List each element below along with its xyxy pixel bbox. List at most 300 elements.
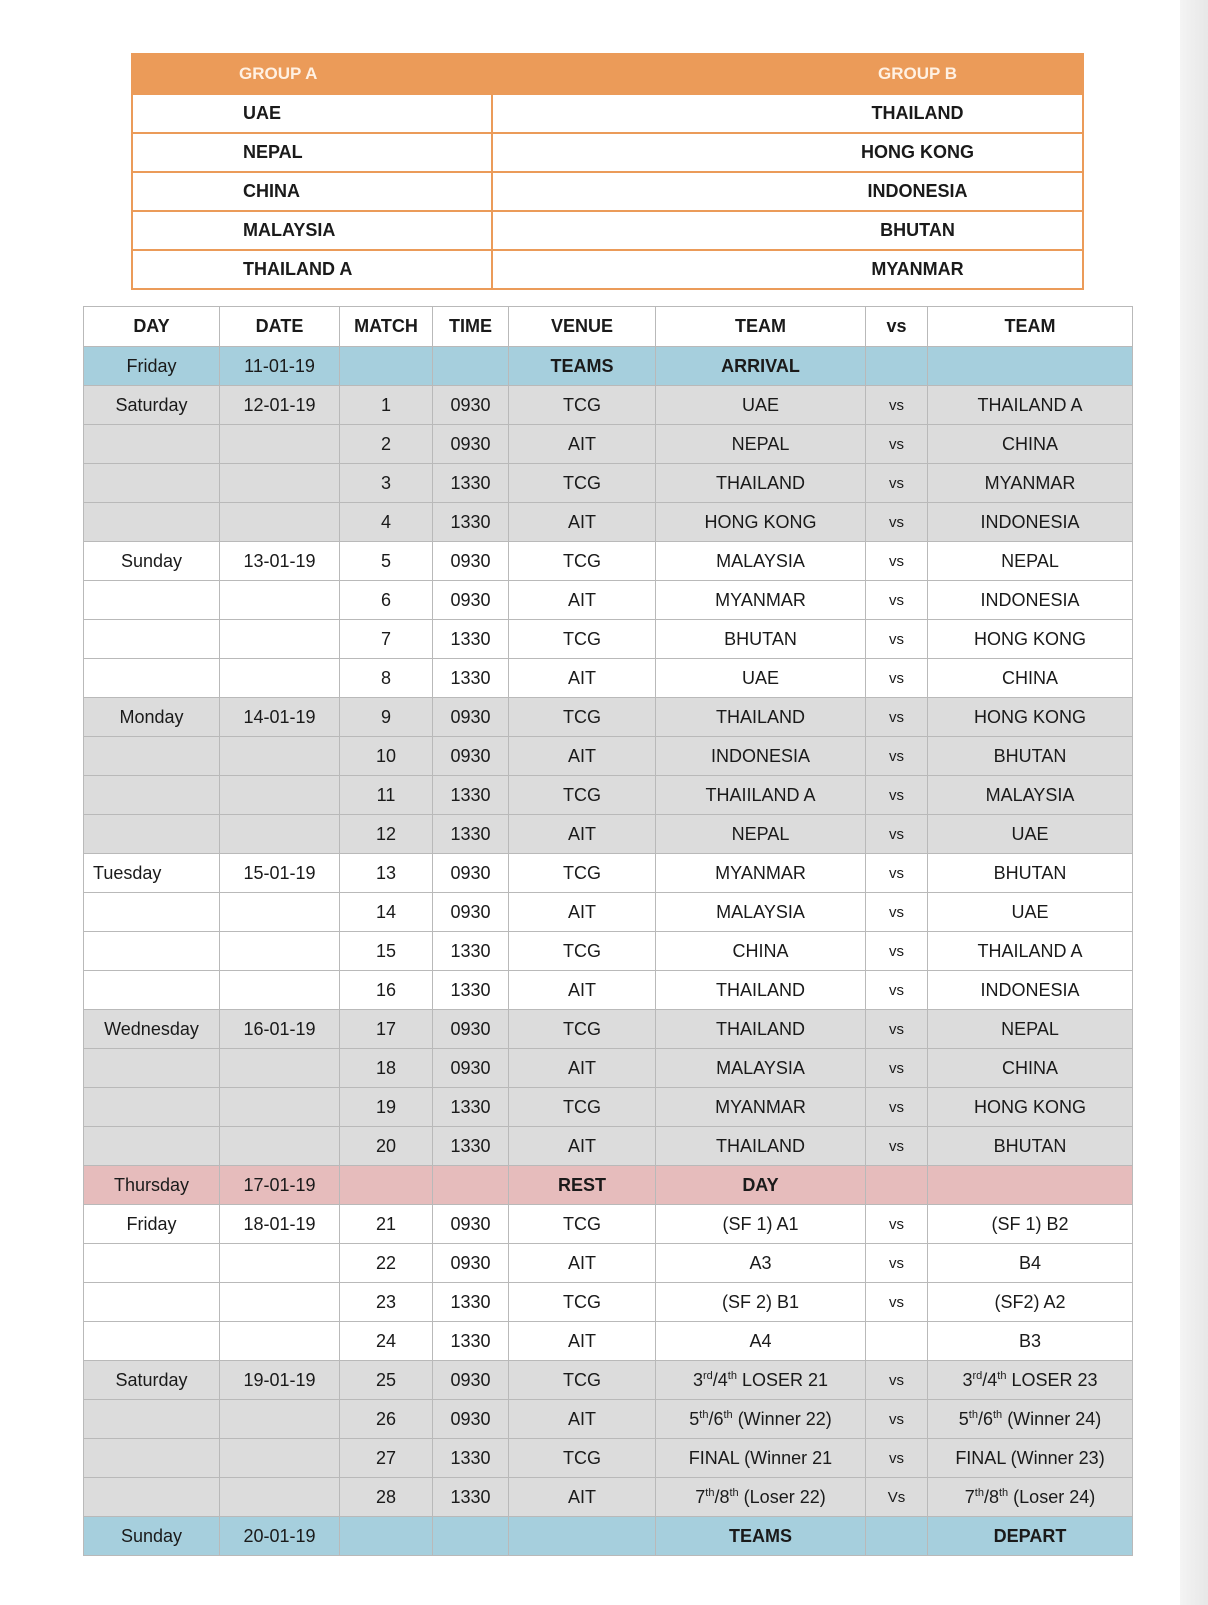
day-cell — [84, 1478, 220, 1517]
team-2-cell: HONG KONG — [928, 1088, 1133, 1127]
date-cell — [220, 1049, 340, 1088]
date-cell — [220, 503, 340, 542]
team-2-cell: INDONESIA — [928, 581, 1133, 620]
vs-cell: vs — [866, 1088, 928, 1127]
match-number: 5 — [340, 542, 433, 581]
match-number: 27 — [340, 1439, 433, 1478]
vs-cell: vs — [866, 815, 928, 854]
match-number: 19 — [340, 1088, 433, 1127]
schedule-row — [84, 1244, 1133, 1283]
match-number: 14 — [340, 893, 433, 932]
match-number: 2 — [340, 425, 433, 464]
time-cell: 0930 — [433, 1244, 509, 1283]
date-cell — [220, 971, 340, 1010]
date-cell — [220, 893, 340, 932]
team-2-cell: BHUTAN — [928, 737, 1133, 776]
venue-cell: TCG — [509, 1361, 656, 1400]
group-a-team: CHINA — [132, 172, 492, 211]
vs-cell: vs — [866, 542, 928, 581]
date-cell — [220, 1322, 340, 1361]
vs-cell: vs — [866, 854, 928, 893]
team-1-cell: BHUTAN — [656, 620, 866, 659]
match-number: 8 — [340, 659, 433, 698]
team-2-cell: UAE — [928, 893, 1133, 932]
schedule-row — [84, 1049, 1133, 1088]
time-cell: 1330 — [433, 503, 509, 542]
team-2-cell: BHUTAN — [928, 854, 1133, 893]
day-cell — [84, 1322, 220, 1361]
match-number: 25 — [340, 1361, 433, 1400]
header-team: TEAM — [656, 307, 866, 347]
schedule-row — [84, 737, 1133, 776]
groups-row — [132, 250, 1083, 289]
day-cell — [84, 659, 220, 698]
match-number — [340, 1166, 433, 1205]
day-cell: Friday — [84, 1205, 220, 1244]
time-cell — [433, 347, 509, 386]
team-2-cell: NEPAL — [928, 1010, 1133, 1049]
vs-cell — [866, 1166, 928, 1205]
venue-cell: AIT — [509, 1322, 656, 1361]
vs-cell: vs — [866, 425, 928, 464]
schedule-row — [84, 1166, 1133, 1205]
groups-row — [132, 94, 1083, 133]
team-1-cell: THAIILAND A — [656, 776, 866, 815]
team-1-cell: CHINA — [656, 932, 866, 971]
day-cell — [84, 737, 220, 776]
schedule-row — [84, 1127, 1133, 1166]
group-b-team: MYANMAR — [492, 250, 1083, 289]
day-cell: Friday — [84, 347, 220, 386]
date-cell: 16-01-19 — [220, 1010, 340, 1049]
venue-cell: AIT — [509, 1244, 656, 1283]
page-edge-shadow — [1180, 0, 1208, 1605]
day-cell — [84, 932, 220, 971]
header-vs: vs — [866, 307, 928, 347]
date-cell — [220, 776, 340, 815]
schedule-header-row — [84, 307, 1133, 347]
date-cell — [220, 620, 340, 659]
match-number — [340, 347, 433, 386]
time-cell: 0930 — [433, 698, 509, 737]
time-cell: 1330 — [433, 659, 509, 698]
match-number: 21 — [340, 1205, 433, 1244]
schedule-row — [84, 425, 1133, 464]
day-cell — [84, 1127, 220, 1166]
schedule-row — [84, 854, 1133, 893]
team-2-cell: MYANMAR — [928, 464, 1133, 503]
time-cell: 0930 — [433, 425, 509, 464]
day-cell — [84, 776, 220, 815]
date-cell: 11-01-19 — [220, 347, 340, 386]
schedule-row — [84, 1439, 1133, 1478]
group-b-team: HONG KONG — [492, 133, 1083, 172]
schedule-row — [84, 542, 1133, 581]
date-cell — [220, 581, 340, 620]
day-cell — [84, 971, 220, 1010]
time-cell: 0930 — [433, 854, 509, 893]
team-1-cell: NEPAL — [656, 425, 866, 464]
vs-cell: Vs — [866, 1478, 928, 1517]
team-1-cell: NEPAL — [656, 815, 866, 854]
team-2-cell: UAE — [928, 815, 1133, 854]
group-b-team: BHUTAN — [492, 211, 1083, 250]
venue-cell: AIT — [509, 1049, 656, 1088]
schedule-row — [84, 1283, 1133, 1322]
time-cell: 1330 — [433, 1322, 509, 1361]
date-cell — [220, 932, 340, 971]
team-2-cell: CHINA — [928, 1049, 1133, 1088]
date-cell — [220, 1400, 340, 1439]
team-2-cell: 5th/6th (Winner 24) — [928, 1400, 1133, 1439]
vs-cell: vs — [866, 776, 928, 815]
team-1-cell: THAILAND — [656, 971, 866, 1010]
day-cell: Thursday — [84, 1166, 220, 1205]
group-a-team: MALAYSIA — [132, 211, 492, 250]
day-cell: Saturday — [84, 386, 220, 425]
team-1-cell: ARRIVAL — [656, 347, 866, 386]
match-number: 4 — [340, 503, 433, 542]
day-cell: Monday — [84, 698, 220, 737]
time-cell: 0930 — [433, 737, 509, 776]
header-time: TIME — [433, 307, 509, 347]
schedule-table — [83, 306, 1133, 1556]
date-cell — [220, 464, 340, 503]
team-2-cell: NEPAL — [928, 542, 1133, 581]
team-1-cell: A3 — [656, 1244, 866, 1283]
team-1-cell: THAILAND — [656, 698, 866, 737]
groups-table — [131, 53, 1084, 290]
time-cell: 0930 — [433, 1400, 509, 1439]
vs-cell: vs — [866, 737, 928, 776]
team-2-cell: BHUTAN — [928, 1127, 1133, 1166]
vs-cell: vs — [866, 893, 928, 932]
vs-cell: vs — [866, 659, 928, 698]
day-cell: Tuesday — [84, 854, 220, 893]
date-cell — [220, 1439, 340, 1478]
date-cell: 17-01-19 — [220, 1166, 340, 1205]
venue-cell: TCG — [509, 1283, 656, 1322]
team-1-cell: DAY — [656, 1166, 866, 1205]
schedule-row — [84, 1361, 1133, 1400]
venue-cell: TCG — [509, 1010, 656, 1049]
time-cell: 1330 — [433, 464, 509, 503]
header-date: DATE — [220, 307, 340, 347]
match-number: 11 — [340, 776, 433, 815]
schedule-row — [84, 620, 1133, 659]
venue-cell: TEAMS — [509, 347, 656, 386]
match-number: 18 — [340, 1049, 433, 1088]
schedule-row — [84, 1205, 1133, 1244]
groups-row — [132, 172, 1083, 211]
time-cell: 1330 — [433, 620, 509, 659]
time-cell: 1330 — [433, 1127, 509, 1166]
venue-cell: TCG — [509, 854, 656, 893]
day-cell — [84, 893, 220, 932]
team-1-cell: MALAYSIA — [656, 1049, 866, 1088]
team-1-cell: A4 — [656, 1322, 866, 1361]
vs-cell: vs — [866, 1361, 928, 1400]
date-cell: 20-01-19 — [220, 1517, 340, 1556]
schedule-row — [84, 464, 1133, 503]
match-number: 13 — [340, 854, 433, 893]
day-cell — [84, 815, 220, 854]
time-cell: 0930 — [433, 542, 509, 581]
team-2-cell: INDONESIA — [928, 971, 1133, 1010]
time-cell: 1330 — [433, 1439, 509, 1478]
venue-cell: AIT — [509, 815, 656, 854]
venue-cell: TCG — [509, 386, 656, 425]
venue-cell: AIT — [509, 581, 656, 620]
day-cell — [84, 1244, 220, 1283]
venue-cell: AIT — [509, 425, 656, 464]
team-2-cell: DEPART — [928, 1517, 1133, 1556]
team-1-cell: THAILAND — [656, 464, 866, 503]
date-cell — [220, 737, 340, 776]
time-cell: 0930 — [433, 1049, 509, 1088]
schedule-row — [84, 815, 1133, 854]
venue-cell — [509, 1517, 656, 1556]
time-cell: 0930 — [433, 1361, 509, 1400]
match-number: 12 — [340, 815, 433, 854]
date-cell: 12-01-19 — [220, 386, 340, 425]
day-cell — [84, 1049, 220, 1088]
team-2-cell: INDONESIA — [928, 503, 1133, 542]
team-1-cell: MYANMAR — [656, 1088, 866, 1127]
match-number: 28 — [340, 1478, 433, 1517]
match-number: 16 — [340, 971, 433, 1010]
team-1-cell: MYANMAR — [656, 581, 866, 620]
header-venue: VENUE — [509, 307, 656, 347]
venue-cell: TCG — [509, 776, 656, 815]
schedule-row — [84, 503, 1133, 542]
time-cell: 1330 — [433, 1283, 509, 1322]
team-1-cell: (SF 1) A1 — [656, 1205, 866, 1244]
vs-cell: vs — [866, 1400, 928, 1439]
venue-cell: REST — [509, 1166, 656, 1205]
venue-cell: AIT — [509, 1400, 656, 1439]
vs-cell: vs — [866, 932, 928, 971]
team-1-cell: UAE — [656, 386, 866, 425]
vs-cell: vs — [866, 503, 928, 542]
team-2-cell: THAILAND A — [928, 932, 1133, 971]
vs-cell: vs — [866, 1010, 928, 1049]
team-1-cell: 5th/6th (Winner 22) — [656, 1400, 866, 1439]
schedule-row — [84, 776, 1133, 815]
schedule-row — [84, 386, 1133, 425]
match-number: 20 — [340, 1127, 433, 1166]
time-cell: 1330 — [433, 1478, 509, 1517]
team-1-cell: MALAYSIA — [656, 893, 866, 932]
team-2-cell: HONG KONG — [928, 620, 1133, 659]
day-cell — [84, 464, 220, 503]
venue-cell: AIT — [509, 659, 656, 698]
day-cell: Sunday — [84, 542, 220, 581]
team-2-cell: FINAL (Winner 23) — [928, 1439, 1133, 1478]
vs-cell: vs — [866, 464, 928, 503]
match-number: 17 — [340, 1010, 433, 1049]
day-cell: Sunday — [84, 1517, 220, 1556]
time-cell: 1330 — [433, 1088, 509, 1127]
header-team-2: TEAM — [928, 307, 1133, 347]
group-a-team: UAE — [132, 94, 492, 133]
team-1-cell: MYANMAR — [656, 854, 866, 893]
time-cell: 0930 — [433, 581, 509, 620]
time-cell: 1330 — [433, 815, 509, 854]
team-2-cell: B4 — [928, 1244, 1133, 1283]
date-cell: 19-01-19 — [220, 1361, 340, 1400]
team-1-cell: 3rd/4th LOSER 21 — [656, 1361, 866, 1400]
team-1-cell: INDONESIA — [656, 737, 866, 776]
team-2-cell: (SF2) A2 — [928, 1283, 1133, 1322]
team-2-cell — [928, 1166, 1133, 1205]
match-number: 9 — [340, 698, 433, 737]
vs-cell: vs — [866, 386, 928, 425]
team-2-cell: MALAYSIA — [928, 776, 1133, 815]
team-1-cell: HONG KONG — [656, 503, 866, 542]
team-2-cell: CHINA — [928, 659, 1133, 698]
match-number: 3 — [340, 464, 433, 503]
group-b-team: INDONESIA — [492, 172, 1083, 211]
schedule-row — [84, 347, 1133, 386]
venue-cell: AIT — [509, 1478, 656, 1517]
time-cell: 0930 — [433, 1010, 509, 1049]
schedule-row — [84, 1400, 1133, 1439]
schedule-row — [84, 1010, 1133, 1049]
venue-cell: AIT — [509, 503, 656, 542]
vs-cell: vs — [866, 1439, 928, 1478]
header-day: DAY — [84, 307, 220, 347]
match-number: 1 — [340, 386, 433, 425]
schedule-row — [84, 1478, 1133, 1517]
team-2-cell: 3rd/4th LOSER 23 — [928, 1361, 1133, 1400]
date-cell — [220, 1088, 340, 1127]
venue-cell: TCG — [509, 698, 656, 737]
day-cell — [84, 1400, 220, 1439]
day-cell — [84, 581, 220, 620]
group-a-team: THAILAND A — [132, 250, 492, 289]
group-b-team: THAILAND — [492, 94, 1083, 133]
schedule-row — [84, 1088, 1133, 1127]
match-number: 22 — [340, 1244, 433, 1283]
team-1-cell: MALAYSIA — [656, 542, 866, 581]
day-cell — [84, 620, 220, 659]
time-cell: 0930 — [433, 386, 509, 425]
time-cell: 1330 — [433, 971, 509, 1010]
vs-cell: vs — [866, 1205, 928, 1244]
vs-cell: vs — [866, 581, 928, 620]
time-cell — [433, 1166, 509, 1205]
schedule-row — [84, 1517, 1133, 1556]
schedule-row — [84, 581, 1133, 620]
time-cell: 1330 — [433, 932, 509, 971]
schedule-row — [84, 932, 1133, 971]
team-2-cell — [928, 347, 1133, 386]
match-number: 10 — [340, 737, 433, 776]
match-number: 6 — [340, 581, 433, 620]
venue-cell: TCG — [509, 1439, 656, 1478]
day-cell — [84, 503, 220, 542]
day-cell: Saturday — [84, 1361, 220, 1400]
team-1-cell: 7th/8th (Loser 22) — [656, 1478, 866, 1517]
time-cell — [433, 1517, 509, 1556]
team-2-cell: (SF 1) B2 — [928, 1205, 1133, 1244]
match-number — [340, 1517, 433, 1556]
match-number: 23 — [340, 1283, 433, 1322]
schedule-row — [84, 893, 1133, 932]
team-2-cell: 7th/8th (Loser 24) — [928, 1478, 1133, 1517]
vs-cell — [866, 1322, 928, 1361]
time-cell: 1330 — [433, 776, 509, 815]
team-2-cell: B3 — [928, 1322, 1133, 1361]
date-cell — [220, 815, 340, 854]
date-cell — [220, 425, 340, 464]
group-a-header: GROUP A — [132, 54, 492, 94]
day-cell — [84, 1283, 220, 1322]
schedule-row — [84, 971, 1133, 1010]
vs-cell: vs — [866, 1283, 928, 1322]
vs-cell: vs — [866, 971, 928, 1010]
schedule-row — [84, 659, 1133, 698]
venue-cell: AIT — [509, 893, 656, 932]
date-cell — [220, 1127, 340, 1166]
match-number: 7 — [340, 620, 433, 659]
team-2-cell: THAILAND A — [928, 386, 1133, 425]
date-cell — [220, 659, 340, 698]
vs-cell: vs — [866, 698, 928, 737]
date-cell: 15-01-19 — [220, 854, 340, 893]
venue-cell: TCG — [509, 464, 656, 503]
venue-cell: TCG — [509, 1205, 656, 1244]
venue-cell: AIT — [509, 737, 656, 776]
team-1-cell: THAILAND — [656, 1127, 866, 1166]
day-cell — [84, 425, 220, 464]
venue-cell: TCG — [509, 542, 656, 581]
date-cell: 18-01-19 — [220, 1205, 340, 1244]
vs-cell: vs — [866, 620, 928, 659]
venue-cell: TCG — [509, 1088, 656, 1127]
team-1-cell: (SF 2) B1 — [656, 1283, 866, 1322]
group-b-header: GROUP B — [492, 54, 1083, 94]
venue-cell: TCG — [509, 620, 656, 659]
team-2-cell: HONG KONG — [928, 698, 1133, 737]
vs-cell: vs — [866, 1244, 928, 1283]
group-a-team: NEPAL — [132, 133, 492, 172]
date-cell — [220, 1283, 340, 1322]
groups-header-row — [132, 54, 1083, 94]
header-match: MATCH — [340, 307, 433, 347]
time-cell: 0930 — [433, 893, 509, 932]
venue-cell: TCG — [509, 932, 656, 971]
schedule-row — [84, 1322, 1133, 1361]
groups-row — [132, 211, 1083, 250]
team-2-cell: CHINA — [928, 425, 1133, 464]
date-cell — [220, 1478, 340, 1517]
team-1-cell: UAE — [656, 659, 866, 698]
date-cell: 13-01-19 — [220, 542, 340, 581]
match-number: 24 — [340, 1322, 433, 1361]
schedule-row — [84, 698, 1133, 737]
team-1-cell: THAILAND — [656, 1010, 866, 1049]
time-cell: 0930 — [433, 1205, 509, 1244]
vs-cell — [866, 347, 928, 386]
venue-cell: AIT — [509, 1127, 656, 1166]
groups-row — [132, 133, 1083, 172]
day-cell: Wednesday — [84, 1010, 220, 1049]
vs-cell: vs — [866, 1127, 928, 1166]
date-cell — [220, 1244, 340, 1283]
vs-cell: vs — [866, 1049, 928, 1088]
